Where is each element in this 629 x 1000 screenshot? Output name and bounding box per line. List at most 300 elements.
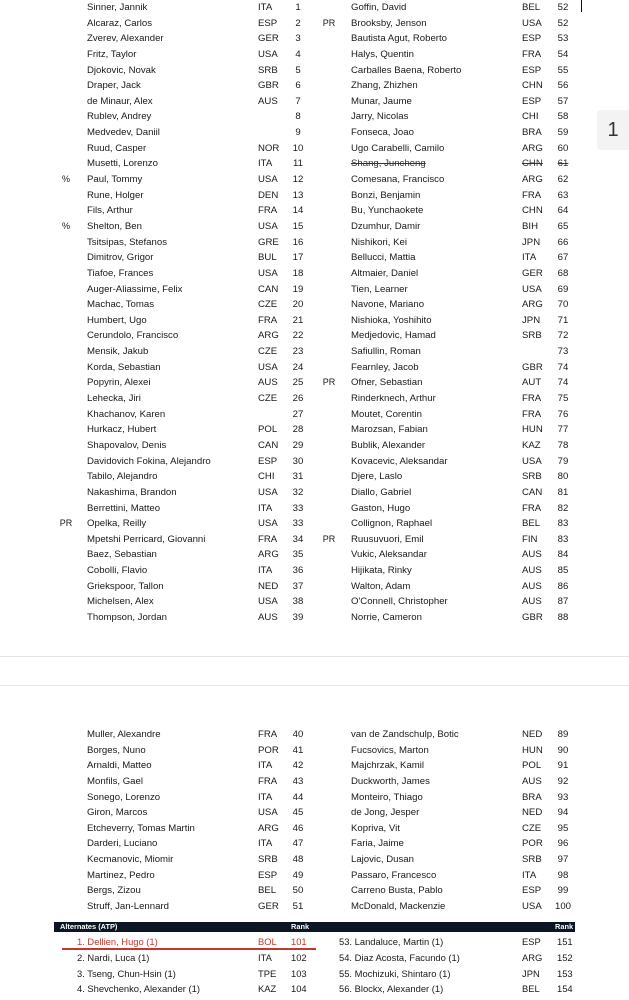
player-country-2: AUS [522,549,542,561]
alternate-country: TPE [258,967,277,979]
player-rank-2: 77 [557,424,569,436]
alternate-rank-2: 151 [557,936,573,947]
player-rank: 33 [292,502,304,514]
alternate-row [0,950,629,966]
player-country: ITA [258,158,273,170]
player-country-2: FIN [522,533,538,545]
player-rank: 11 [293,158,303,170]
player-name: Arnaldi, Matteo [87,760,152,772]
player-name: Paul, Tommy [87,174,143,186]
player-rank-2: 89 [557,729,569,740]
player-rank-2: 79 [557,455,569,467]
player-name-2: Carreno Busta, Pablo [351,885,443,897]
player-rank-2: 69 [557,283,569,295]
player-name-2: Medjedovic, Hamad [351,330,436,342]
player-name: Khachanov, Karen [87,408,166,420]
table-row [0,266,629,282]
player-country-2: JPN [522,314,541,326]
player-country-2: NED [522,729,543,740]
player-country-2: KAZ [522,439,541,451]
alternate-rank: 104 [291,983,307,995]
player-name-2: McDonald, Mackenzie [351,901,446,913]
player-rank: 4 [295,48,301,60]
player-name-2: Kopriva, Vit [351,822,400,834]
player-name-2: Munar, Jaume [351,95,412,107]
player-rank: 25 [292,377,304,389]
player-name: Mensik, Jakub [87,346,149,358]
alternate-country-2: ESP [522,936,541,947]
player-rank: 9 [295,127,301,139]
player-name-2: Fearnley, Jacob [351,361,419,373]
player-name-2: Vukic, Aleksandar [351,549,427,561]
player-rank: 39 [292,611,304,623]
player-country-2: GER [522,267,543,279]
player-name-2: Nishioka, Yoshihito [351,314,432,326]
player-name-2: Hijikata, Rinky [351,565,412,577]
player-rank: 18 [292,267,304,279]
player-country-2: AUT [522,377,542,389]
player-name-2: Goffin, David [351,2,407,13]
player-rank: 12 [292,174,304,186]
player-name-2: Fucsovics, Marton [351,744,429,756]
player-country: FRA [258,729,278,740]
player-country-2: GBR [522,361,543,373]
player-rank-2: 70 [557,299,569,311]
player-name-2: Lajovic, Dusan [351,854,414,866]
player-name-2: Ofner, Sebastian [351,377,423,389]
player-name: Sinner, Jannik [87,2,148,13]
table-row [0,821,629,837]
table-row [0,78,629,94]
table-row [0,758,629,774]
table-row [0,31,629,47]
player-rank-2: 74 [557,377,569,389]
player-name: Martinez, Pedro [87,869,155,881]
player-name: Draper, Jack [87,80,141,92]
player-name: Popyrin, Alexei [87,377,151,389]
player-country: ESP [258,869,278,881]
player-rank: 28 [292,424,304,436]
player-rank: 6 [295,80,301,92]
page-number: 1 [607,119,619,141]
player-name: Machac, Tomas [87,299,155,311]
table-row [0,219,629,235]
alternate-name-2: 54. Diaz Acosta, Facundo (1) [339,951,460,963]
table-row [0,899,629,915]
player-name: Cerundolo, Francisco [87,330,179,342]
player-rank-2: 94 [557,807,569,819]
player-name-2: Djere, Laslo [351,471,403,483]
player-rank-2: 76 [557,408,569,420]
player-rank: 8 [295,111,301,123]
player-rank-2: 82 [557,502,569,514]
player-country: USA [258,807,278,819]
player-name: Opelka, Reilly [87,518,147,530]
player-name: Bergs, Zizou [87,885,141,897]
player-rank: 15 [292,220,304,232]
player-rank-2: 56 [557,80,569,92]
player-rank: 21 [292,314,304,326]
player-rank-2: 91 [557,760,569,772]
player-rank-2: 59 [557,127,569,139]
alternate-country-2: JPN [522,967,540,979]
table-row [0,203,629,219]
player-country-2: USA [522,455,542,467]
player-name: Monfils, Gael [87,775,143,787]
player-name: Rune, Holger [87,189,144,201]
player-name-2: Diallo, Gabriel [351,486,412,498]
player-rank: 3 [295,33,301,45]
player-country-2: ITA [522,252,537,264]
table-row [0,485,629,501]
player-country: CZE [258,393,278,405]
table-row [0,313,629,329]
player-rank-2: 90 [557,744,569,756]
player-rank-2: 71 [557,314,569,326]
player-name-2: Gaston, Hugo [351,502,411,514]
player-rank-2: 65 [557,220,569,232]
player-name: Etcheverry, Tomas Martin [87,822,195,834]
player-country: ITA [258,502,273,514]
player-rank: 35 [292,549,304,561]
player-rank: 7 [295,95,301,107]
player-name-2: O'Connell, Christopher [351,596,448,608]
player-country-2: FRA [522,189,542,201]
player-name-2: Bautista Agut, Roberto [351,33,447,45]
player-country-2: SRB [522,330,542,342]
player-country: ARG [258,822,279,834]
player-country-2: ESP [522,64,542,76]
player-name: Alcaraz, Carlos [87,17,153,29]
alternates-rows [0,934,629,997]
player-country: NOR [258,142,280,154]
player-country: AUS [258,377,278,389]
player-rank: 22 [292,330,304,342]
player-name-2: Carballes Baena, Roberto [351,64,462,76]
player-name: Auger-Aliassime, Felix [87,283,183,295]
player-name-2: Marozsan, Fabian [351,424,428,436]
alternates-rank-header: Rank [291,922,310,931]
player-country-2: FRA [522,502,542,514]
player-mark: % [61,174,70,185]
player-rank: 20 [292,299,304,311]
player-name: Davidovich Fokina, Alejandro [87,455,211,467]
player-country: USA [258,220,278,232]
table-row [0,188,629,204]
player-country: CZE [258,299,278,311]
player-rank: 42 [292,760,304,772]
player-name-2: Zhang, Zhizhen [351,80,418,92]
player-rank: 14 [292,205,304,217]
player-name-2: Passaro, Francesco [351,869,437,881]
player-country-2: HUN [522,424,543,436]
player-country: FRA [258,533,278,545]
player-name-2: Altmaier, Daniel [351,267,419,279]
player-name: Musetti, Lorenzo [87,158,158,170]
table-row [0,805,629,821]
player-name-2: Comesana, Francisco [351,174,445,186]
player-name-2: Bonzi, Benjamin [351,189,421,201]
player-rank: 24 [292,361,304,373]
player-name: Humbert, Ugo [87,314,147,326]
player-name: Rublev, Andrey [87,111,152,123]
player-name-2: Faria, Jaime [351,838,404,850]
player-rank: 2 [295,17,301,29]
player-country-2: GBR [522,611,543,623]
player-country: DEN [258,189,279,201]
entry-list-rows-2 [0,727,629,915]
player-mark-2: PR [322,533,336,544]
player-country-2: ARG [522,142,543,154]
player-name: Thompson, Jordan [87,611,167,623]
player-rank-2: 100 [554,901,571,913]
alternates-header [54,922,575,932]
player-name: Fils, Arthur [87,205,133,217]
player-rank: 16 [292,236,304,248]
player-name: Ruud, Casper [87,142,147,154]
player-rank-2: 60 [557,142,569,154]
player-name-2: Bublik, Alexander [351,439,426,451]
player-rank-2: 97 [557,854,569,866]
player-rank: 40 [292,729,304,740]
player-name-2: Nishikori, Kei [351,236,407,248]
table-row [0,836,629,852]
alternate-rank: 101 [291,936,307,947]
player-name-2: Halys, Quentin [351,48,414,60]
table-row [0,868,629,884]
player-name: Tabilo, Alejandro [87,471,158,483]
player-country: CAN [258,439,279,451]
player-country-2: CZE [522,822,542,834]
player-rank: 43 [292,775,304,787]
alternate-country-2: ARG [522,951,543,963]
table-row [0,532,629,548]
player-country: ITA [258,791,273,803]
player-rank: 5 [295,64,301,76]
table-row [0,743,629,759]
alternate-country: KAZ [258,983,277,995]
player-country-2: ESP [522,95,542,107]
player-rank: 31 [292,471,304,483]
player-name: Muller, Alexandre [87,729,161,740]
table-row [0,250,629,266]
player-country-2: ESP [522,885,542,897]
table-row [0,407,629,423]
alternates-title: Alternates (ATP) [60,922,118,931]
table-row [0,727,629,743]
table-row [0,422,629,438]
player-country-2: CHN [522,80,543,92]
player-name: Tsitsipas, Stefanos [87,236,167,248]
table-row [0,297,629,313]
player-country: GER [258,901,279,913]
player-rank-2: 68 [557,267,569,279]
player-country: BEL [258,885,277,897]
player-name: Kecmanovic, Miomir [87,854,174,866]
player-rank-2: 88 [557,611,569,623]
player-country: GER [258,33,279,45]
table-row [0,63,629,79]
table-row [0,141,629,157]
player-name: Djokovic, Novak [87,64,156,76]
player-name-2: Brooksby, Jenson [351,17,427,29]
player-rank-2: 87 [557,596,569,608]
table-row [0,344,629,360]
player-country: USA [258,48,278,60]
player-mark: % [61,220,70,231]
player-country-2: USA [522,901,542,913]
player-country-2: AUS [522,596,542,608]
player-name: Cobolli, Flavio [87,565,148,577]
player-rank-2: 85 [557,565,569,577]
player-country: USA [258,267,278,279]
alternate-rank: 103 [291,967,307,979]
player-country: POR [258,744,279,756]
player-country: USA [258,486,278,498]
player-rank-2: 75 [557,393,569,405]
player-name: Nakashima, Brandon [87,486,177,498]
player-name-2: Walton, Adam [351,580,411,592]
player-rank-2: 93 [557,791,569,803]
player-name: Shapovalov, Denis [87,439,167,451]
player-country-2: USA [522,283,542,295]
player-rank-2: 58 [557,111,569,123]
player-rank-2: 61 [557,158,569,170]
player-name: Lehecka, Jiri [87,393,141,405]
player-name-2: Moutet, Corentin [351,408,422,420]
player-name: Berrettini, Matteo [87,502,161,514]
player-mark-2: PR [322,377,336,388]
player-name-2: Duckworth, James [351,775,430,787]
player-rank-2: 63 [557,189,569,201]
alternate-country: BOL [258,936,277,947]
player-name: Mpetshi Perricard, Giovanni [87,533,206,545]
player-rank-2: 78 [557,439,569,451]
player-rank: 41 [292,744,304,756]
player-country: FRA [258,205,278,217]
table-row [0,125,629,141]
alternate-name: 4. Shevchenko, Alexander (1) [77,983,200,995]
player-country-2: ESP [522,33,542,45]
player-rank-2: 52 [557,2,569,13]
player-country-2: POL [522,760,542,772]
table-row [0,563,629,579]
player-name-2: Majchrzak, Kamil [351,760,425,772]
player-country: ITA [258,838,273,850]
player-country-2: POR [522,838,543,850]
player-name-2: Fonseca, Joao [351,127,414,139]
player-country-2: BEL [522,518,541,530]
player-country-2: CHN [522,158,543,170]
alternate-name-2: 53. Landaluce, Martin (1) [339,936,444,947]
alternate-row [0,934,629,950]
table-row [0,0,629,16]
player-name: Dimitrov, Grigor [87,252,154,264]
player-country: NED [258,580,279,592]
player-country-2: CAN [522,486,543,498]
player-rank-2: 83 [557,518,569,530]
player-country-2: BRA [522,127,542,139]
player-rank: 26 [292,393,304,405]
player-country-2: AUS [522,775,542,787]
player-name-2: Ugo Carabelli, Camilo [351,142,445,154]
player-country: USA [258,361,278,373]
player-name-2: Bellucci, Mattia [351,252,416,264]
player-rank-2: 81 [557,486,569,498]
player-name-2: Kovacevic, Aleksandar [351,455,448,467]
player-rank: 29 [292,439,304,451]
player-name: Korda, Sebastian [87,361,161,373]
player-name-2: de Jong, Jesper [351,807,420,819]
player-country-2: CHN [522,205,543,217]
player-name: Fritz, Taylor [87,48,137,60]
player-country: ARG [258,330,279,342]
player-name-2: Tien, Learner [351,283,408,295]
player-name-2: Collignon, Raphael [351,518,433,530]
table-row [0,375,629,391]
player-rank: 51 [292,901,304,913]
player-country-2: FRA [522,48,542,60]
table-row [0,594,629,610]
player-country-2: ARG [522,299,543,311]
player-country: FRA [258,314,278,326]
player-country: USA [258,596,278,608]
player-mark: PR [59,518,73,529]
alternate-row [0,966,629,982]
player-country: GRE [258,236,279,248]
table-row [0,454,629,470]
player-country-2: BEL [522,2,541,13]
player-name-2: Shang, Juncheng [351,158,426,170]
table-row [0,852,629,868]
player-country: CHI [258,471,275,483]
player-rank-2: 64 [557,205,569,217]
player-country: ESP [258,17,278,29]
player-rank-2: 62 [557,174,569,186]
player-country-2: SRB [522,471,542,483]
player-rank: 17 [292,252,304,264]
alternate-rank-2: 153 [557,967,573,979]
player-name: Shelton, Ben [87,220,142,232]
player-country: USA [258,518,278,530]
player-mark-2: PR [322,17,336,28]
player-rank-2: 84 [557,549,569,561]
player-rank: 10 [292,142,304,154]
player-name-2: Rinderknech, Arthur [351,393,436,405]
table-row [0,172,629,188]
player-name: Struff, Jan-Lennard [87,901,169,913]
player-name: Michelsen, Alex [87,596,154,608]
player-rank-2: 57 [557,95,569,107]
table-row [0,469,629,485]
player-country: ITA [258,2,273,13]
player-name: Griekspoor, Tallon [87,580,164,592]
player-country-2: USA [522,17,542,29]
player-country: CAN [258,283,279,295]
page-number-tab[interactable] [597,110,629,150]
player-rank-2: 86 [557,580,569,592]
player-rank: 45 [292,807,304,819]
table-row [0,360,629,376]
player-name-2: Ruusuvuori, Emil [351,533,424,545]
table-row [0,282,629,298]
player-country: CZE [258,346,278,358]
table-row [0,328,629,344]
player-country-2: NED [522,807,543,819]
player-rank: 47 [292,838,304,850]
player-country-2: CHI [522,111,539,123]
table-row [0,883,629,899]
